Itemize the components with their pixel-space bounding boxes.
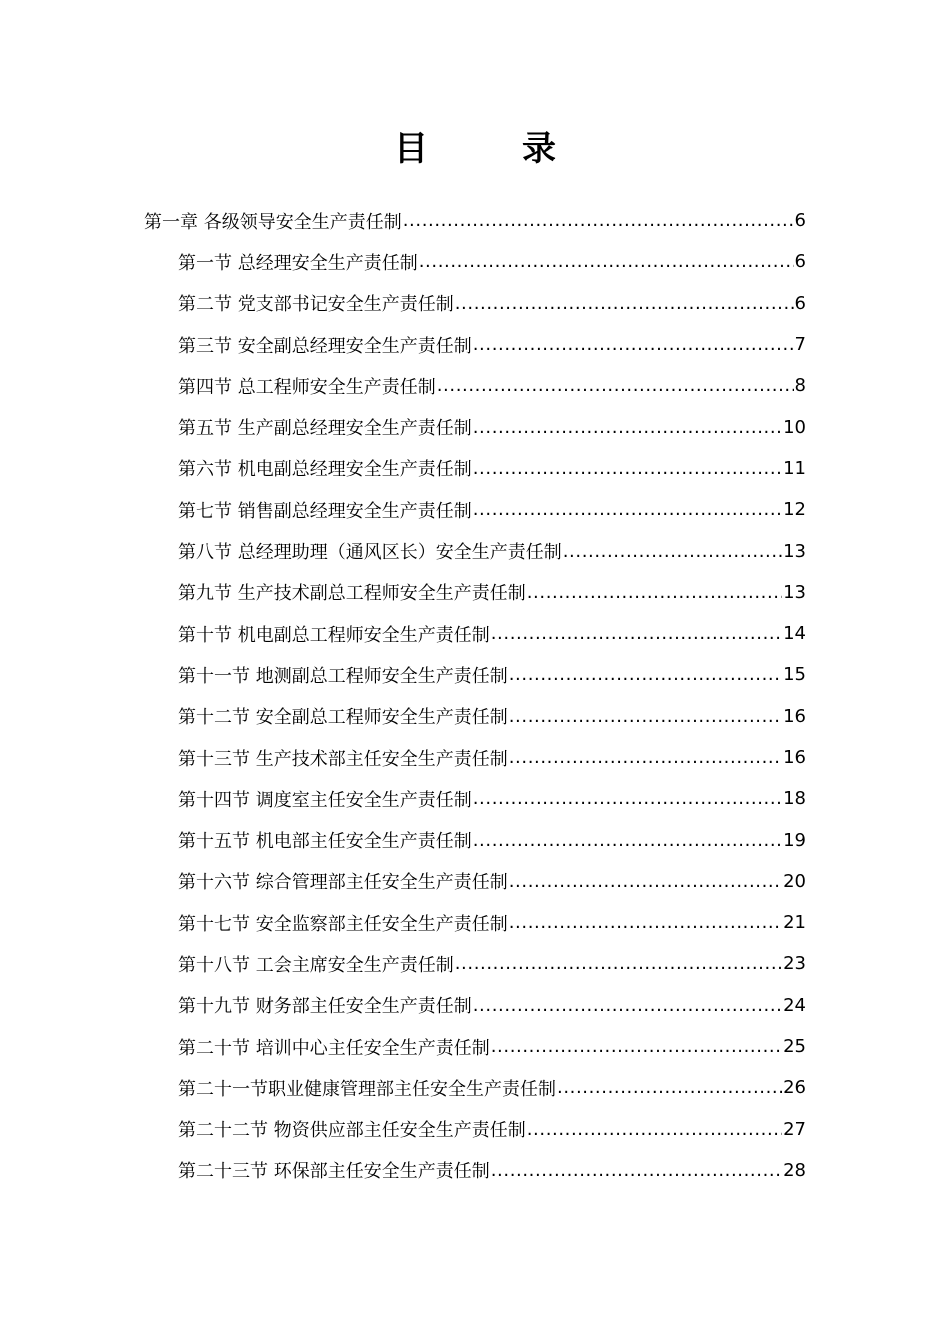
- toc-dot-leader: [473, 417, 782, 438]
- toc-section-entry[interactable]: [178, 819, 806, 860]
- toc-entry-page-number: 6: [794, 251, 806, 273]
- toc-entry-label: 第十五节 机电部主任安全生产责任制: [178, 831, 472, 853]
- toc-entry-label: 第九节 生产技术副总工程师安全生产责任制: [178, 583, 526, 605]
- toc-entry-label: 第五节 生产副总经理安全生产责任制: [178, 418, 472, 440]
- toc-dot-leader: [419, 251, 794, 272]
- toc-entry-page-number: 28: [783, 1159, 806, 1181]
- toc-entry-page-number: 25: [783, 1036, 806, 1058]
- toc-dot-leader: [509, 871, 782, 892]
- toc-entry-page-number: 15: [783, 664, 806, 686]
- toc-entry-label: 第十四节 调度室主任安全生产责任制: [178, 789, 472, 811]
- toc-entry-page-number: 8: [794, 375, 806, 397]
- toc-entry-page-number: 6: [794, 292, 806, 314]
- toc-dot-leader: [563, 541, 782, 562]
- toc-entry-label: 第十八节 工会主席安全生产责任制: [178, 954, 454, 976]
- toc-dot-leader: [403, 210, 794, 231]
- toc-entry-page-number: 18: [783, 788, 806, 810]
- toc-entry-label: 第三节 安全副总经理安全生产责任制: [178, 335, 472, 357]
- toc-dot-leader: [473, 458, 782, 479]
- toc-entry-label: 第八节 总经理助理（通风区长）安全生产责任制: [178, 542, 562, 564]
- toc-entry-page-number: 19: [783, 829, 806, 851]
- toc-dot-leader: [491, 623, 782, 644]
- toc-entry-page-number: 24: [783, 994, 806, 1016]
- toc-entry-page-number: 21: [783, 912, 806, 934]
- toc-section-entry[interactable]: [178, 572, 806, 613]
- toc-dot-leader: [473, 499, 782, 520]
- toc-entry-label: 第十九节 财务部主任安全生产责任制: [178, 996, 472, 1018]
- toc-dot-leader: [491, 1160, 782, 1181]
- toc-entry-label: 第十二节 安全副总工程师安全生产责任制: [178, 707, 508, 729]
- toc-entry-label: 第十节 机电副总工程师安全生产责任制: [178, 624, 490, 646]
- toc-entry-page-number: 23: [783, 953, 806, 975]
- toc-entry-label: 第二十三节 环保部主任安全生产责任制: [178, 1161, 490, 1183]
- toc-entry-label: 第一章 各级领导安全生产责任制: [144, 211, 402, 233]
- toc-entry-page-number: 11: [783, 457, 806, 479]
- toc-section-entry[interactable]: [178, 530, 806, 571]
- toc-dot-leader: [557, 1077, 782, 1098]
- toc-entry-label: 第四节 总工程师安全生产责任制: [178, 376, 436, 398]
- toc-section-entry[interactable]: [178, 861, 806, 902]
- toc-dot-leader: [491, 1036, 782, 1057]
- toc-section-entry[interactable]: [178, 778, 806, 819]
- toc-section-entry[interactable]: [178, 1150, 806, 1191]
- toc-entry-page-number: 16: [783, 705, 806, 727]
- toc-entry-label: 第二节 党支部书记安全生产责任制: [178, 294, 454, 316]
- toc-section-entry[interactable]: [178, 985, 806, 1026]
- toc-section-entry[interactable]: [178, 1067, 806, 1108]
- toc-entry-page-number: 12: [783, 499, 806, 521]
- toc-section-entry[interactable]: [178, 406, 806, 447]
- toc-entry-label: 第二十节 培训中心主任安全生产责任制: [178, 1037, 490, 1059]
- toc-entry-label: 第七节 销售副总经理安全生产责任制: [178, 500, 472, 522]
- toc-entry-label: 第十七节 安全监察部主任安全生产责任制: [178, 913, 508, 935]
- toc-entry-page-number: 27: [783, 1118, 806, 1140]
- toc-dot-leader: [455, 953, 782, 974]
- toc-entry-label: 第十一节 地测副总工程师安全生产责任制: [178, 665, 508, 687]
- toc-section-entry[interactable]: [178, 283, 806, 324]
- toc-dot-leader: [473, 995, 782, 1016]
- toc-entry-page-number: 10: [783, 416, 806, 438]
- toc-entry-label: 第十三节 生产技术部主任安全生产责任制: [178, 748, 508, 770]
- toc-entry-page-number: 13: [783, 581, 806, 603]
- toc-section-entry[interactable]: [178, 902, 806, 943]
- toc-entry-label: 第十六节 综合管理部主任安全生产责任制: [178, 872, 508, 894]
- toc-dot-leader: [509, 912, 782, 933]
- toc-section-entry[interactable]: [178, 613, 806, 654]
- toc-section-entry[interactable]: [178, 943, 806, 984]
- toc-dot-leader: [527, 582, 782, 603]
- toc-entry-page-number: 16: [783, 747, 806, 768]
- toc-dot-leader: [509, 706, 782, 727]
- toc-section-entry[interactable]: [178, 324, 806, 365]
- toc-list: [0, 200, 950, 1191]
- toc-entry-label: 第二十二节 物资供应部主任安全生产责任制: [178, 1120, 526, 1142]
- toc-dot-leader: [509, 664, 782, 685]
- toc-chapter-entry[interactable]: [144, 200, 806, 241]
- toc-dot-leader: [473, 788, 782, 809]
- toc-entry-label: 第二十一节职业健康管理部主任安全生产责任制: [178, 1078, 556, 1100]
- toc-dot-leader: [527, 1119, 782, 1140]
- toc-section-entry[interactable]: [178, 696, 806, 737]
- toc-entry-page-number: 13: [783, 540, 806, 562]
- toc-dot-leader: [473, 830, 782, 851]
- toc-section-entry[interactable]: [178, 737, 806, 778]
- toc-entry-label: 第一节 总经理安全生产责任制: [178, 252, 418, 274]
- toc-entry-page-number: 26: [783, 1077, 806, 1099]
- toc-section-entry[interactable]: [178, 489, 806, 530]
- toc-section-entry[interactable]: [178, 654, 806, 695]
- toc-entry-page-number: 14: [783, 623, 806, 645]
- toc-entry-page-number: 6: [794, 210, 806, 232]
- toc-entry-page-number: 20: [783, 870, 806, 892]
- toc-section-entry[interactable]: [178, 448, 806, 489]
- toc-dot-leader: [509, 747, 782, 768]
- toc-dot-leader: [473, 334, 794, 355]
- toc-section-entry[interactable]: [178, 365, 806, 406]
- toc-entry-page-number: 7: [794, 334, 806, 356]
- toc-dot-leader: [437, 375, 794, 396]
- toc-title: 目 录: [394, 129, 586, 169]
- toc-section-entry[interactable]: [178, 241, 806, 282]
- toc-dot-leader: [455, 293, 794, 314]
- toc-section-entry[interactable]: [178, 1109, 806, 1150]
- toc-entry-label: 第六节 机电副总经理安全生产责任制: [178, 459, 472, 481]
- toc-section-entry[interactable]: [178, 1026, 806, 1067]
